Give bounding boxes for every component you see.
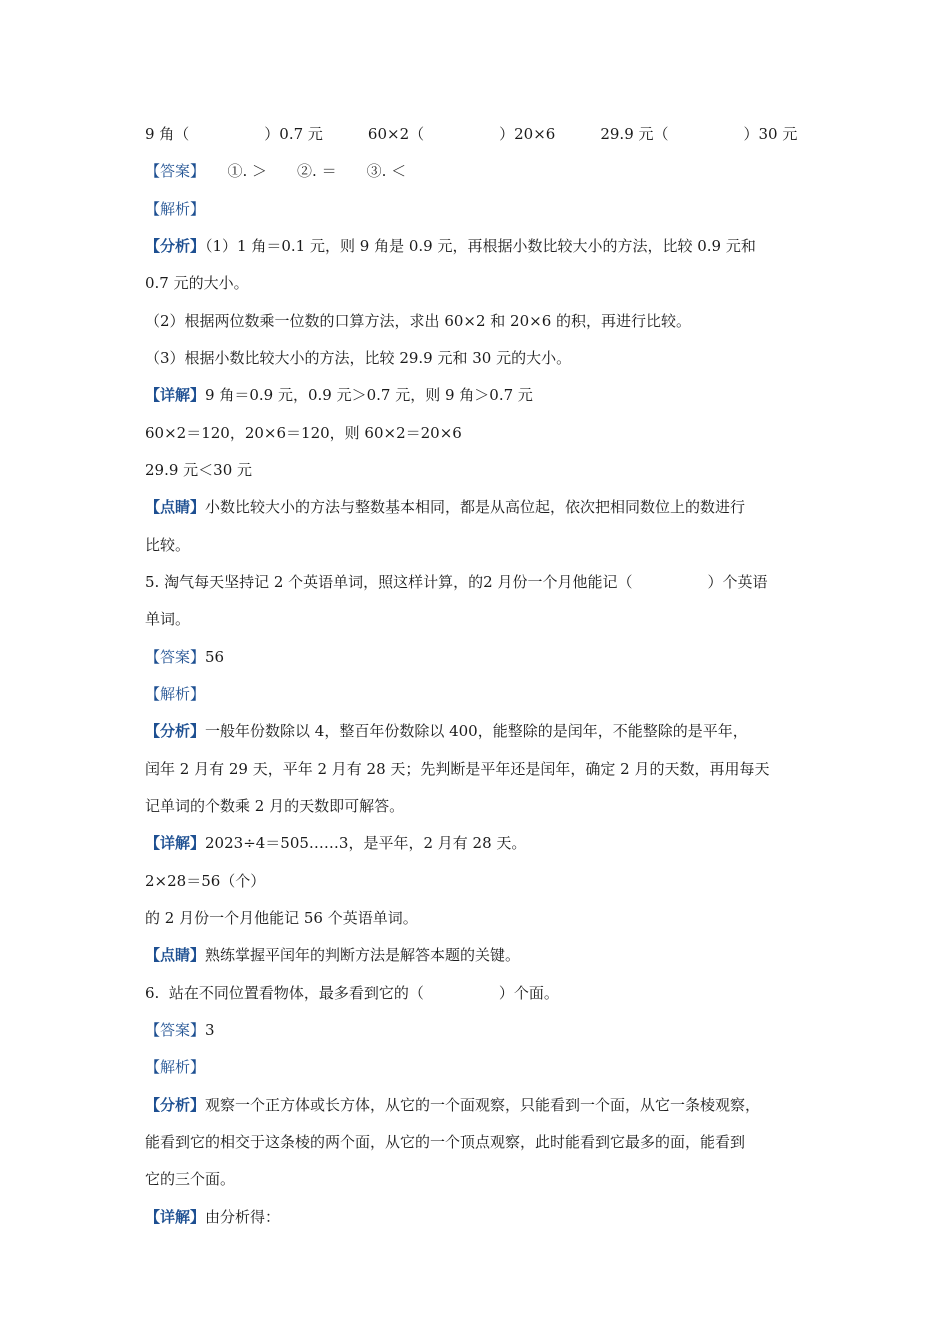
text-line [145,1020,215,1040]
section-tag: 【答案】 [145,648,206,666]
text-line [145,908,418,928]
text-line [145,1057,205,1077]
section-tag: 【分析】 [145,1096,206,1114]
line-text: 60×2＝120，20×6＝120，则 60×2＝20×6 [145,424,462,442]
section-tag: 【点睛】 [145,946,206,964]
section-tag: 【答案】 [145,1021,206,1039]
line-text: 由分析得： [205,1208,281,1226]
line-text: 5. 淘气每天坚持记 2 个英语单词，照这样计算，的2 月份一个月他能记（ ）个英语 [145,573,768,591]
text-line [145,1169,235,1189]
text-line [145,833,526,853]
section-tag: 【解析】 [145,200,206,218]
text-line [145,759,770,779]
text-line [145,348,571,368]
section-tag: 【详解】 [145,834,206,852]
line-text: （3）根据小数比较大小的方法，比较 29.9 元和 30 元的大小。 [145,349,572,367]
line-text: 6. 站在不同位置看物体，最多看到它的（ ）个面。 [145,984,559,1002]
line-text: 0.7 元的大小。 [145,274,249,292]
text-line [145,460,252,480]
text-line [145,273,249,293]
line-text: 记单词的个数乘 2 月的天数即可解答。 [145,797,405,815]
text-line [145,647,224,667]
text-line [145,609,190,629]
line-text: 观察一个正方体或长方体，从它的一个面观察，只能看到一个面，从它一条棱观察， [205,1096,761,1114]
text-line [145,1207,280,1227]
text-line [145,497,745,517]
line-text: 56 [205,648,225,666]
text-line [145,684,205,704]
line-text: 3 [205,1021,215,1039]
text-line [145,535,190,555]
section-tag: 【解析】 [145,685,206,703]
text-line [145,721,748,741]
text-line [145,1132,745,1152]
line-text: 9 角＝0.9 元，0.9 元＞0.7 元，则 9 角＞0.7 元 [205,386,533,404]
text-line [145,945,520,965]
text-line [145,311,691,331]
text-line [145,385,533,405]
text-line [145,236,756,256]
line-text: 小数比较大小的方法与整数基本相同，都是从高位起，依次把相同数位上的数进行 [205,498,746,516]
section-tag: 【详解】 [145,1208,206,1226]
text-line [145,423,462,443]
line-text: （2）根据两位数乘一位数的口算方法，求出 60×2 和 20×6 的积，再进行比较。 [145,312,692,330]
section-tag: 【分析】 [145,722,206,740]
text-line [145,572,767,592]
text-line [145,796,404,816]
line-text: 2×28＝56（个） [145,872,266,890]
text-line [145,1095,760,1115]
text-line [145,124,797,144]
line-text: 的 2 月份一个月他能记 56 个英语单词。 [145,909,418,927]
line-text: 2023÷4＝505……3，是平年，2 月有 28 天。 [205,834,527,852]
line-text: 一般年份数除以 4，整百年份数除以 400，能整除的是闰年，不能整除的是平年， [205,722,748,740]
text-line [145,983,559,1003]
text-line [145,871,265,891]
line-text: （1）1 角＝0.1 元，则 9 角是 0.9 元，再根据小数比较大小的方法，比较 0.9 元和 [205,237,756,255]
line-text: 能看到它的相交于这条棱的两个面，从它的一个顶点观察，此时能看到它最多的面，能看到 [145,1133,746,1151]
section-tag: 【详解】 [145,386,206,404]
text-line [145,161,406,181]
line-text: 它的三个面。 [145,1170,236,1188]
line-text: 9 角（ ）0.7 元 60×2（ ）20×6 29.9 元（ ）30 元 [145,125,798,143]
line-text: 比较。 [145,536,191,554]
section-tag: 【点睛】 [145,498,206,516]
section-tag: 【答案】 [145,162,198,180]
line-text: 29.9 元＜30 元 [145,461,253,479]
section-tag: 【解析】 [145,1058,206,1076]
line-text: 单词。 [145,610,191,628]
section-tag: 【分析】 [145,237,206,255]
line-text: ①. ＞ ②. ＝ ③. ＜ [197,162,407,180]
line-text: 熟练掌握平闰年的判断方法是解答本题的关键。 [205,946,521,964]
text-line [145,199,205,219]
line-text: 闰年 2 月有 29 天，平年 2 月有 28 天；先判断是平年还是闰年，确定 2 月的天数，再用每天 [145,760,770,778]
